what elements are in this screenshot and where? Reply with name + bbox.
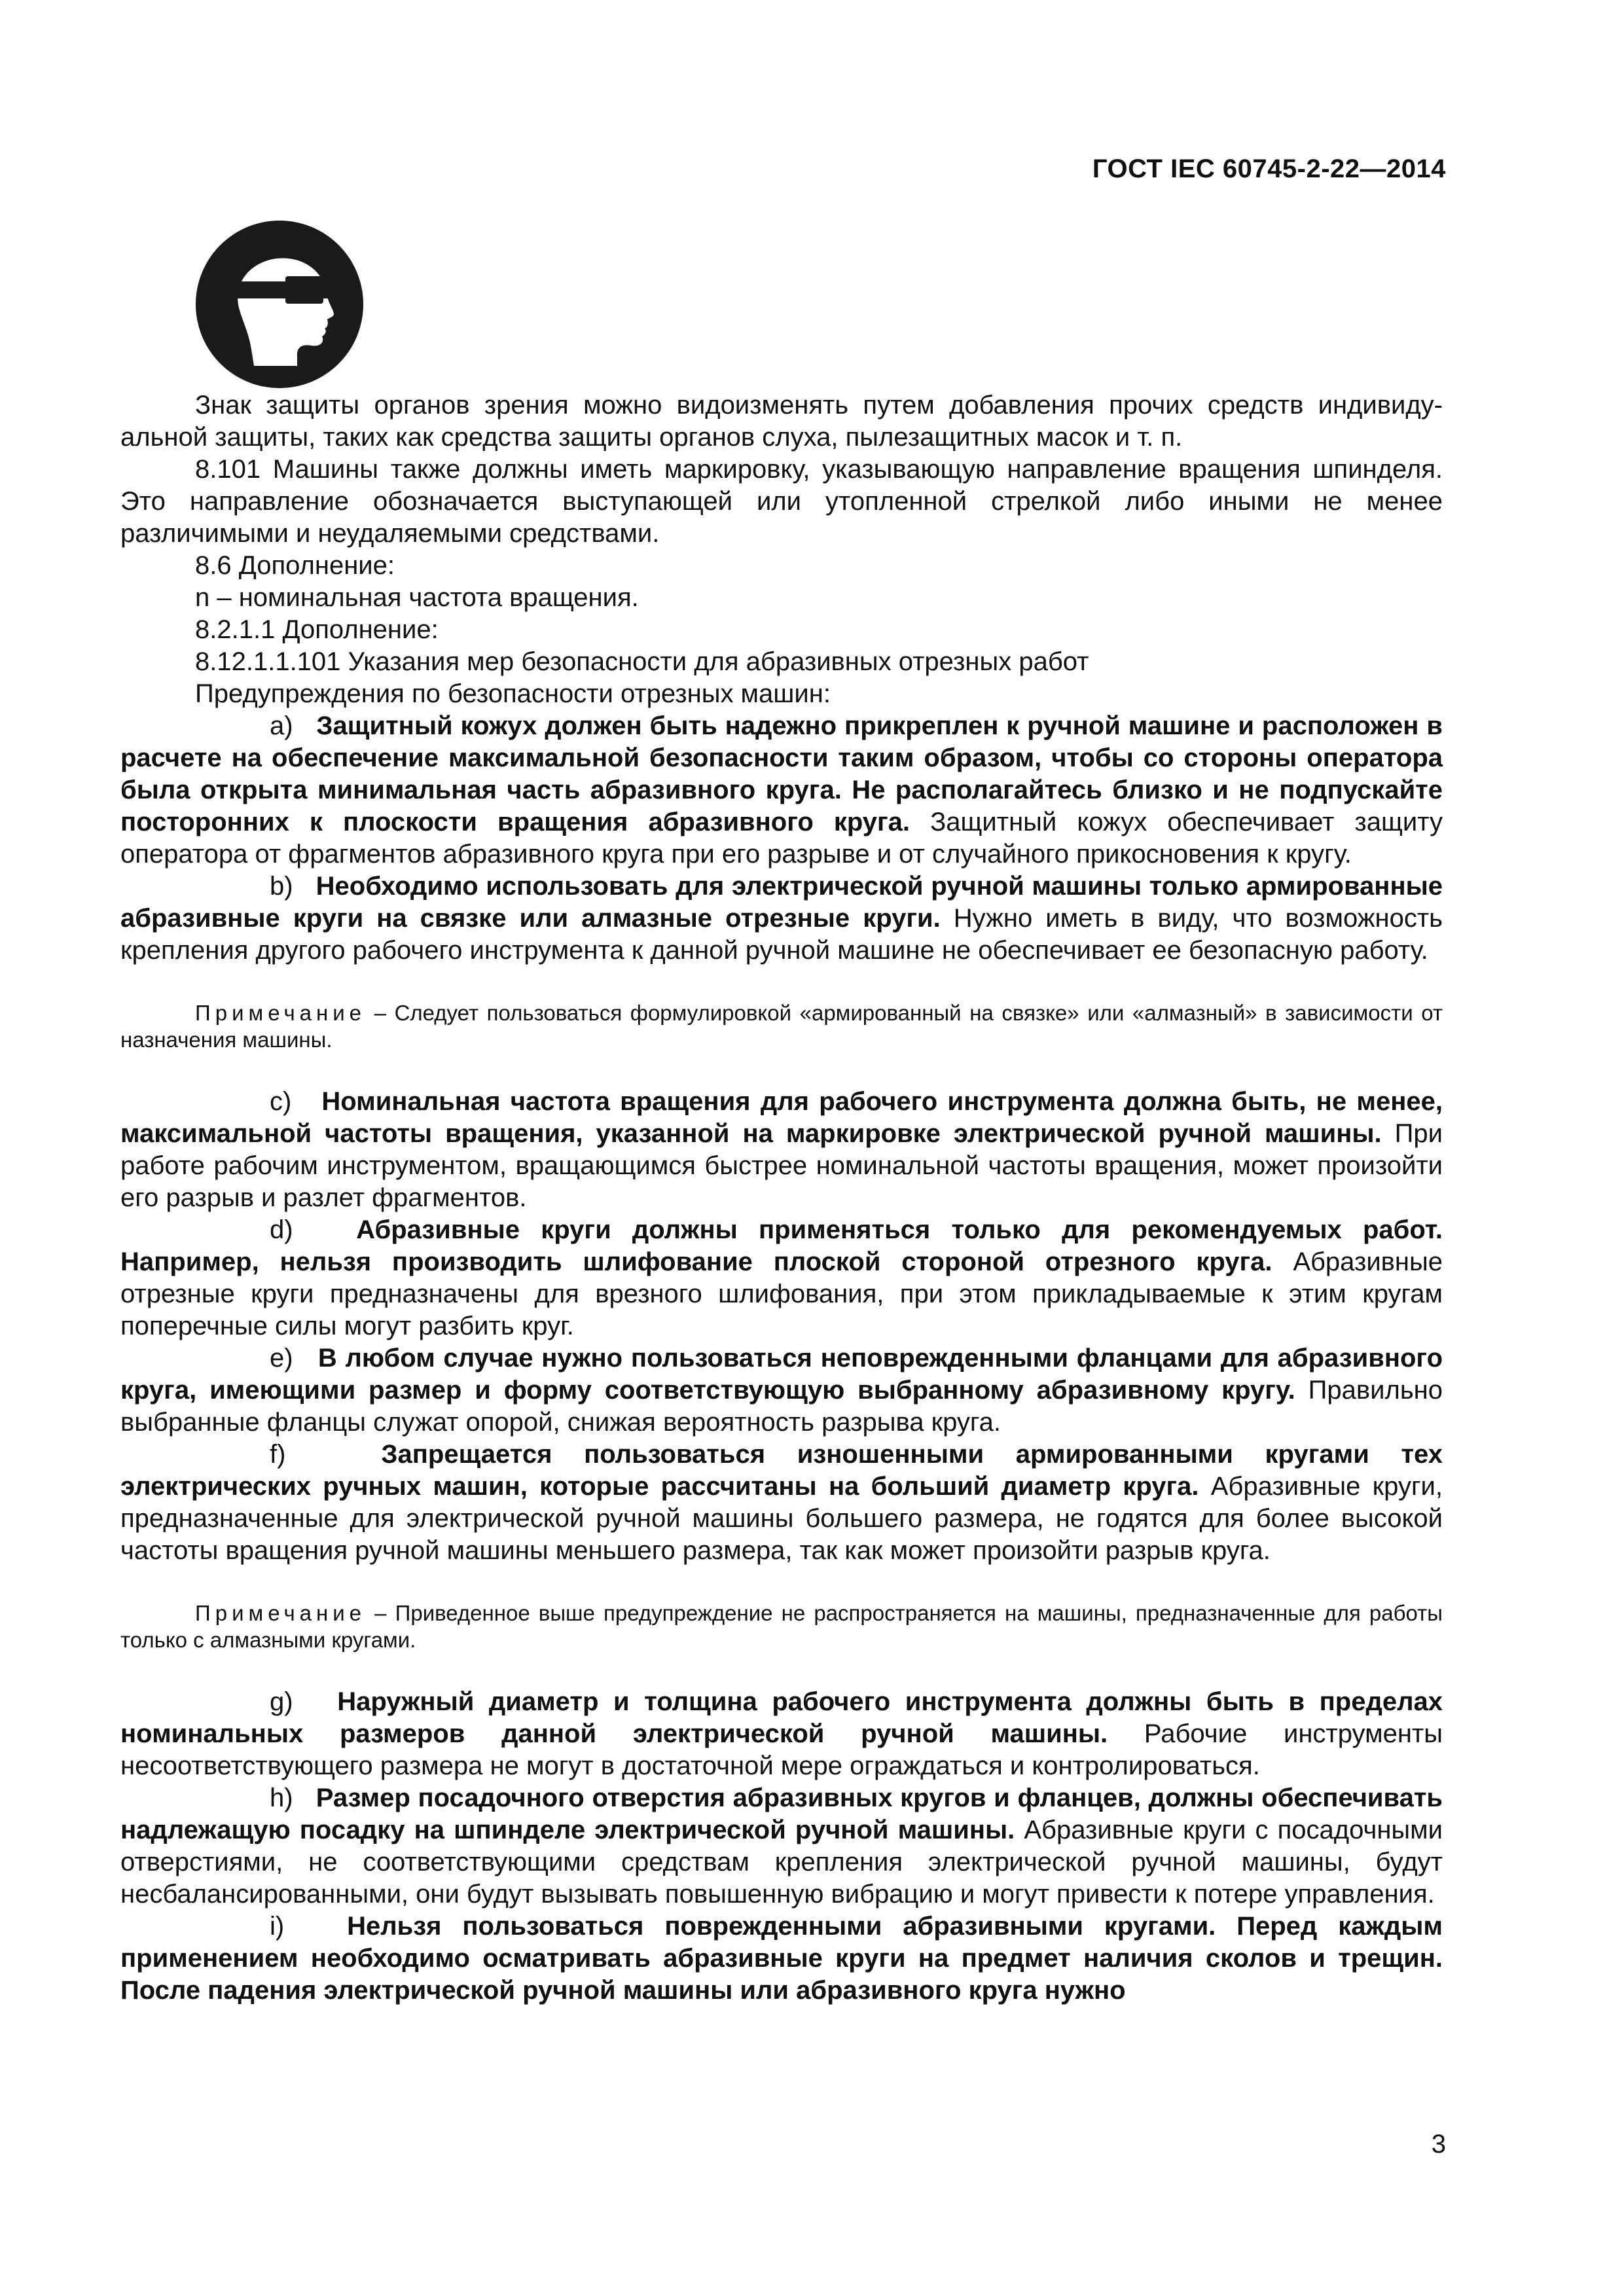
item-bold-text: Размер посадочного отверстия абразивных кругов и фланцев, должны обеспечивать надлежащую посадку на шпинделе электрической ручной машины. bbox=[120, 1784, 1443, 1844]
paragraph: 8.12.1.1.101 Указания мер безопасности для абразивных отрезных работ bbox=[195, 647, 1089, 676]
item-label: h) bbox=[270, 1784, 293, 1812]
page-number: 3 bbox=[1431, 2130, 1446, 2159]
paragraph: Знак защиты органов зрения можно видоизменять путем добавления прочих средств индивидуальной защиты, таких как средства защиты органов слуха, пылезащитных масок и т. п. bbox=[120, 391, 1443, 452]
item-text: Абразивные отрезные круги предназначены для врезного шлифования, при этом прикладываемые к этим кругам поперечные силы могут разбить круг. bbox=[120, 1247, 1443, 1340]
item-bold-text: Наружный диаметр и толщина рабочего инструмента должны быть в пределах номинальных размеров данной электрической ручной машины. bbox=[120, 1687, 1443, 1748]
item-bold-text: В любом случае нужно пользоваться неповрежденными фланцами для абразивного круга, имеющими размер и форму соответствующую выбранному абразивному кругу. bbox=[120, 1344, 1443, 1405]
item-bold-text: Абразивные круги должны применяться только для рекомендуемых работ. Например, нельзя производить шлифование плоской стороной отрезного круга. bbox=[120, 1215, 1443, 1276]
item-label: g) bbox=[270, 1687, 293, 1716]
item-text: При работе рабочим инструментом, вращающимся быстрее номинальной частоты вращения, может произойти его разрыв и разлет фрагментов. bbox=[120, 1119, 1443, 1212]
document-header: ГОСТ IEC 60745-2-22—2014 bbox=[1092, 154, 1446, 183]
note-label: Примечание bbox=[195, 1601, 367, 1625]
item-label: e) bbox=[270, 1344, 293, 1372]
list-item bbox=[120, 1686, 1443, 1782]
list-item bbox=[120, 1086, 1443, 1214]
note bbox=[120, 1600, 1443, 1653]
item-bold-text: Необходимо использовать для электрической ручной машины только армированные абразивные круги на связке или алмазные отрезные круги. bbox=[120, 872, 1443, 933]
item-label: d) bbox=[270, 1215, 293, 1244]
paragraph: n – номинальная частота вращения. bbox=[195, 583, 639, 612]
item-bold-text: Защитный кожух должен быть надежно прикреплен к ручной машине и расположен в расчете на обеспечение максимальной безопасности таким образом, чтобы со стороны оператора была открыта минимальная часть абразивного круга. Не располагайтесь близко и не подпускайте посторонних к плоскости вращения абразивного круга. bbox=[120, 711, 1443, 836]
eye-protection-sign-icon bbox=[194, 219, 365, 390]
item-text: Абразивные круги с посадочными отверстиями, не соответствующими средствам крепления электрической ручной машины, будут несбалансированными, они будут вызывать повышенную вибрацию и могут привести к потере управления. bbox=[120, 1816, 1443, 1909]
item-text: Абразивные круги, предназначенные для электрической ручной машины большего размера, не годятся для более высокой частоты вращения ручной машины меньшего размера, так как может произойти разрыв круга. bbox=[120, 1472, 1443, 1565]
list-item bbox=[120, 1439, 1443, 1567]
note bbox=[120, 999, 1443, 1053]
list-item bbox=[120, 710, 1443, 870]
item-label: b) bbox=[270, 872, 293, 901]
item-bold-text: Нельзя пользоваться поврежденными абразивными кругами. Перед каждым применением необходимо осматривать абразивные круги на предмет наличия сколов и трещин. После падения электрической ручной машины или абразивного круга нужно bbox=[120, 1912, 1443, 2005]
item-bold-text: Номинальная частота вращения для рабочего инструмента должна быть, не менее, максимальной частоты вращения, указанной на маркировке электрической ручной машины. bbox=[120, 1087, 1443, 1148]
paragraph: 8.101 Машины также должны иметь маркировку, указывающую направление вращения шпинделя. Это направление обозначается выступающей или утопленной стрелкой либо иными не менее различимыми и неудаляемыми средствами. bbox=[120, 455, 1443, 548]
item-text: Защитный кожух обеспечивает защиту оператора от фрагментов абразивного круга при его разрыве и от случайного прикосновения к кругу. bbox=[120, 808, 1443, 869]
item-label: i) bbox=[270, 1912, 285, 1941]
list-item bbox=[120, 870, 1443, 967]
list-item bbox=[120, 1342, 1443, 1439]
list-item bbox=[120, 1782, 1443, 1910]
item-text: Нужно иметь в виду, что возможность крепления другого рабочего инструмента к данной ручной машине не обеспечивает ее безопасную работу. bbox=[120, 904, 1443, 965]
note-text: – Следует пользоваться формулировкой «армированный на связке» или «алмазный» в зависимости от назначения машины. bbox=[120, 1001, 1443, 1052]
paragraph: 8.2.1.1 Дополнение: bbox=[195, 615, 439, 644]
note-text: – Приведенное выше предупреждение не распространяется на машины, предназначенные для работы только с алмазными кругами. bbox=[120, 1601, 1443, 1652]
item-label: c) bbox=[270, 1087, 292, 1116]
paragraph: Предупреждения по безопасности отрезных машин: bbox=[195, 679, 831, 708]
item-text: Правильно выбранные фланцы служат опорой, снижая вероятность разрыва круга. bbox=[120, 1376, 1443, 1437]
item-label: f) bbox=[270, 1440, 286, 1469]
list-item bbox=[120, 1910, 1443, 2007]
paragraph: 8.6 Дополнение: bbox=[195, 551, 395, 580]
list-item bbox=[120, 1214, 1443, 1342]
item-text: Рабочие инструменты несоответствующего размера не могут в достаточной мере ограждаться и контролироваться. bbox=[120, 1719, 1443, 1780]
document-body bbox=[120, 389, 1443, 2007]
item-label: a) bbox=[270, 711, 293, 740]
note-label: Примечание bbox=[195, 1001, 367, 1025]
item-bold-text: Запрещается пользоваться изношенными армированными кругами тех электрических ручных машин, которые рассчитаны на больший диаметр круга. bbox=[120, 1440, 1443, 1501]
